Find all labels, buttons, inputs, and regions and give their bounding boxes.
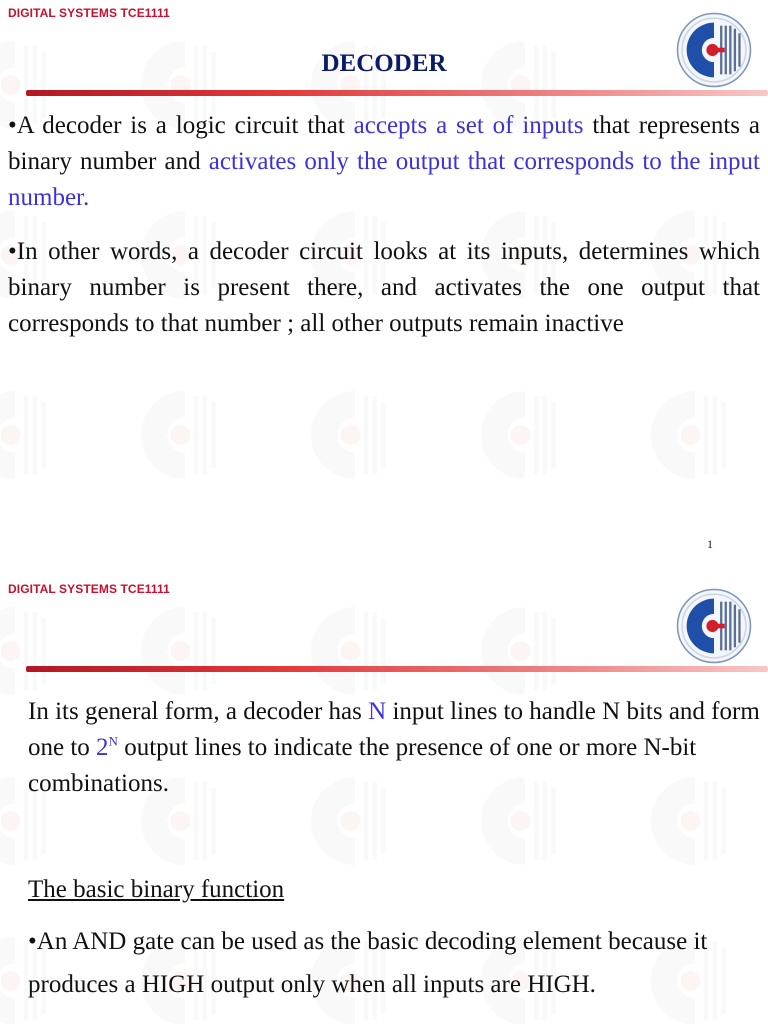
course-header: DIGITAL SYSTEMS TCE1111 [8, 6, 170, 20]
two-power-base: 2 [96, 734, 109, 761]
title-underline-rule [26, 666, 768, 672]
watermark-logo-icon [640, 380, 750, 490]
definition-highlight-1: accepts a set of inputs [353, 112, 584, 139]
and-gate-text: An AND gate can be used as the basic decoding element because it produces a HIGH output only when all inputs are HIGH. [28, 928, 708, 998]
watermark-logo-icon [130, 596, 240, 706]
definition-text-2: that represents a binary number and [8, 112, 760, 175]
two-power-exponent: N [108, 733, 118, 749]
university-logo-icon [676, 588, 752, 664]
explanation-text: In other words, a decoder circuit looks at its inputs, determines which binary number is present there, and activates the one output that corresponds to that number ; all other outputs remain inactive [8, 238, 760, 337]
general-form-text-3: output lines to indicate the presence of one or more N-bit combinations. [28, 734, 697, 797]
definition-text-1: A decoder is a logic circuit that [16, 112, 354, 139]
watermark-logo-icon [0, 380, 70, 490]
definition-highlight-2: activates only the output that corresponds to the input number. [8, 148, 760, 211]
bullet-decoder-definition [8, 108, 760, 216]
watermark-logo-icon [0, 596, 70, 706]
page-number: 1 [707, 537, 713, 551]
bullet-decoder-explanation [8, 234, 760, 342]
watermark-logo-icon [470, 596, 580, 706]
bullet-mark: • [28, 928, 37, 955]
slide-2 [0, 576, 768, 1024]
watermark-logo-icon [300, 596, 410, 706]
general-form-text-2: input lines to handle N bits and form one to [28, 698, 760, 761]
watermark-logo-icon [470, 380, 580, 490]
basic-binary-function-heading: The basic binary function [28, 876, 285, 903]
n-variable: N [368, 698, 387, 725]
general-form-text-1: In its general form, a decoder has [28, 698, 369, 725]
watermark-logo-icon [130, 380, 240, 490]
course-header: DIGITAL SYSTEMS TCE1111 [8, 582, 170, 596]
university-logo-icon [676, 12, 752, 88]
title-underline-rule [26, 90, 768, 96]
decoder-general-form-paragraph [28, 694, 768, 802]
bullet-and-gate [28, 920, 768, 1006]
bullet-mark: • [8, 238, 17, 265]
slide-title: DECODER [321, 50, 447, 77]
bullet-mark: • [8, 112, 17, 139]
watermark-logo-icon [300, 380, 410, 490]
